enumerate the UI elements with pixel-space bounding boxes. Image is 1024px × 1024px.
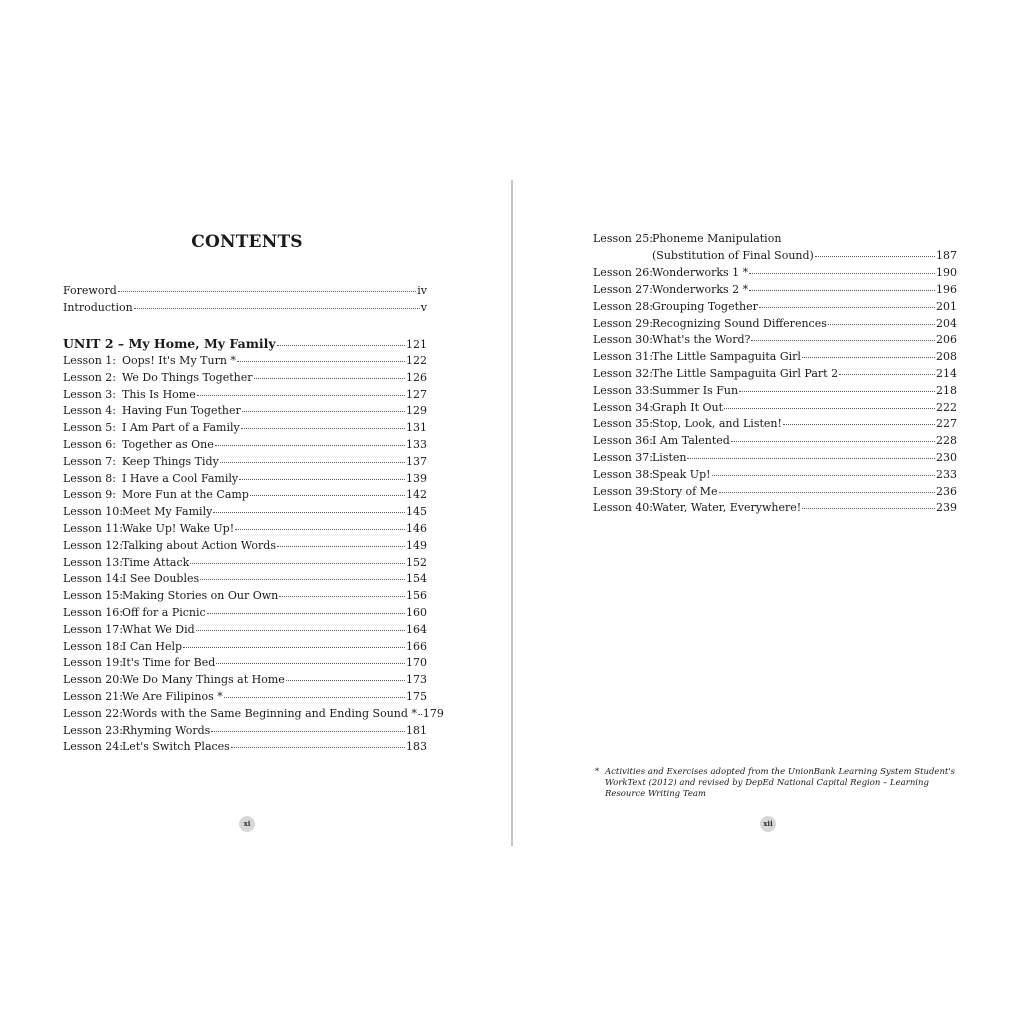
lesson-number: Lesson 32: [593,367,654,381]
dot-leader [224,697,405,698]
lesson-number: Lesson 39: [593,484,654,498]
toc-entry-lesson[interactable] [593,350,957,367]
dot-leader [200,579,405,580]
lesson-title: Story of Me [652,484,718,498]
right-page [513,0,1024,1024]
toc-entry-page: 122 [406,354,427,367]
dot-leader [134,308,420,309]
lesson-number: Lesson 13: [63,555,124,569]
lesson-number: Lesson 1: [63,354,117,367]
lesson-number: Lesson 10: [63,505,124,519]
lesson-title-continued: (Substitution of Final Sound) [652,248,814,262]
toc-entry-page: 145 [406,505,427,519]
lesson-title: The Little Sampaguita Girl [652,350,801,364]
lesson-number: Lesson 8: [63,471,117,485]
lesson-title: What's the Word? [652,333,751,347]
lesson-number: Lesson 20: [63,673,124,687]
dot-leader [279,596,405,597]
toc-entry-lesson[interactable] [593,468,957,485]
toc-entry-lesson[interactable] [593,451,957,468]
toc-entry-page: 201 [936,299,957,313]
dot-leader [815,256,935,257]
lesson-title: The Little Sampaguita Girl Part 2 [652,367,839,381]
lesson-title: Wonderworks 1 * [652,266,749,280]
lesson-number: Lesson 7: [63,454,117,468]
dot-leader [687,458,935,459]
lesson-number: Lesson 9: [63,488,117,502]
lesson-number: Lesson 30: [593,333,654,347]
toc-entry-lesson[interactable] [593,417,957,434]
toc-entry-page: 233 [936,467,957,481]
footnote-line-1: Activities and Exercises adopted from the UnionBank Learning System Student's [605,767,956,777]
lesson-title: Summer Is Fun [652,383,739,397]
toc-entry-lesson[interactable] [593,501,957,518]
dot-leader [418,714,422,715]
dot-leader [197,395,405,396]
lesson-number: Lesson 28: [593,299,654,313]
toc-entry-lesson[interactable] [63,690,427,707]
lesson-list-right [593,232,957,518]
lesson-number: Lesson 23: [63,723,124,737]
lesson-number: Lesson 11: [63,521,124,535]
toc-entry-page: 154 [406,572,427,586]
lesson-title: Speak Up! [652,467,711,481]
lesson-title: Recognizing Sound Differences [652,316,827,330]
toc-entry-page: 164 [406,622,427,636]
lesson-title: I Have a Cool Family [122,471,239,485]
footnote-line-2: WorkText (2012) and revised by DepEd National Capital Region – Learning [605,778,929,788]
toc-entry-lesson[interactable] [63,354,427,371]
dot-leader [724,408,935,409]
unit-title: UNIT 2 – My Home, My Family [63,336,276,351]
toc-entry-page: 142 [406,488,427,502]
toc-entry-lesson[interactable] [63,472,427,489]
toc-entry-lesson[interactable] [593,266,957,283]
toc-entry-page: 239 [936,501,957,515]
lesson-number: Lesson 29: [593,316,654,330]
dot-leader [277,546,405,547]
dot-leader [759,307,935,308]
toc-entry-lesson[interactable] [63,522,427,539]
footnote-mark: * [595,767,600,777]
lesson-number: Lesson 31: [593,350,654,364]
lesson-title: What We Did [122,622,195,636]
lesson-title: Making Stories on Our Own [122,589,279,603]
toc-entry-page: 187 [936,248,957,262]
footnote [595,767,963,800]
toc-entry-lesson[interactable] [593,317,957,334]
dot-leader [828,324,935,325]
lesson-title: Grouping Together [652,299,758,313]
lesson-title: Talking about Action Words [122,538,276,552]
toc-entry-lesson[interactable] [63,421,427,438]
toc-entry-page: 152 [406,555,427,569]
toc-entry-lesson[interactable] [63,455,427,472]
toc-entry-page: 131 [406,421,427,435]
toc-entry-page: iv [417,284,427,297]
toc-entry-page: 214 [936,367,957,381]
toc-entry-lesson[interactable] [63,556,427,573]
lesson-title: We Do Many Things at Home [122,673,285,687]
dot-leader [749,290,935,291]
lesson-title: More Fun at the Camp [122,488,249,502]
lesson-title: Stop, Look, and Listen! [652,417,782,431]
lesson-number: Lesson 21: [63,689,124,703]
dot-leader [190,563,405,564]
lesson-number: Lesson 6: [63,437,117,451]
dot-leader [751,340,935,341]
dot-leader [211,731,405,732]
lesson-title: Oops! It's My Turn * [122,354,236,367]
toc-entry-page: 170 [406,656,427,670]
toc-entry-page: 190 [936,266,957,280]
lesson-title: It's Time for Bed [122,656,216,670]
dot-leader [839,374,935,375]
lesson-number: Lesson 33: [593,383,654,397]
lesson-title: Words with the Same Beginning and Ending Sound * [122,706,417,720]
lesson-title: We Are Filipinos * [122,689,223,703]
toc-entry-page: 230 [936,451,957,465]
lesson-title: Rhyming Words [122,723,211,737]
toc-entry-introduction[interactable] [63,301,427,318]
toc-entry-label: Introduction [63,300,133,314]
toc-entry-lesson[interactable] [63,623,427,640]
lesson-number: Lesson 27: [593,283,654,297]
lesson-number: Lesson 40: [593,501,654,515]
toc-entry-lesson[interactable] [593,367,957,384]
toc-entry-page: 218 [936,383,957,397]
toc-entry-page: 236 [936,484,957,498]
toc-entry-lesson[interactable] [593,300,957,317]
lesson-number: Lesson 12: [63,538,124,552]
toc-entry-page: 146 [406,521,427,535]
lesson-title: Wake Up! Wake Up! [122,521,235,535]
toc-entry-page: 149 [406,538,427,552]
toc-entry-page: 175 [406,689,427,703]
toc-entry-page: 137 [406,454,427,468]
lesson-number: Lesson 14: [63,572,124,586]
lesson-number: Lesson 37: [593,451,654,465]
lesson-list-left [63,354,444,757]
toc-entry-page: 179 [422,706,444,720]
lesson-title: I Am Talented [652,434,730,448]
toc-entry-lesson[interactable] [63,606,427,623]
dot-leader [739,391,935,392]
front-matter-list [63,284,427,318]
toc-entry-label: Foreword [63,284,117,297]
dot-leader [286,680,405,681]
lesson-number: Lesson 2: [63,370,117,384]
toc-entry-lesson[interactable] [593,485,957,502]
toc-entry-page: 181 [406,723,427,737]
dot-leader [731,441,935,442]
dot-leader [118,291,417,292]
toc-entry-page: 156 [406,589,427,603]
toc-entry-page: v [420,300,427,314]
dot-leader [215,445,405,446]
page-number-badge: xii [760,816,776,832]
lesson-title: Having Fun Together [122,404,241,418]
lesson-title: Listen [652,451,687,465]
dot-leader [719,492,935,493]
unit-heading[interactable] [63,336,427,353]
toc-entry-page: 133 [406,437,427,451]
lesson-number: Lesson 22: [63,706,124,720]
dot-leader [231,747,405,748]
dot-leader [239,479,405,480]
dot-leader [254,378,406,379]
dot-leader [250,495,405,496]
dot-leader [802,508,935,509]
lesson-number: Lesson 3: [63,387,117,401]
lesson-title: Meet My Family [122,505,213,519]
toc-entry-page: 126 [406,370,427,384]
dot-leader [216,663,405,664]
toc-entry-lesson[interactable] [63,706,444,724]
toc-entry-lesson[interactable] [63,388,427,405]
lesson-number: Lesson 18: [63,639,124,653]
toc-entry-lesson[interactable] [593,384,957,401]
lesson-number: Lesson 24: [63,740,124,754]
toc-entry-lesson[interactable] [63,589,427,606]
toc-entry-page: 139 [406,471,427,485]
toc-entry-page: 204 [936,316,957,330]
dot-leader [277,345,405,346]
toc-entry-lesson[interactable] [63,371,427,388]
dot-leader [183,647,405,648]
dot-leader [241,428,405,429]
lesson-title: Phoneme Manipulation [652,232,782,245]
toc-entry-lesson[interactable] [593,401,957,418]
unit-page: 121 [406,338,427,351]
lesson-title: Together as One [122,437,214,451]
toc-entry-page: 166 [406,639,427,653]
toc-entry-page: 208 [936,350,957,364]
lesson-number: Lesson 25: [593,232,654,245]
toc-entry-page: 222 [936,400,957,414]
lesson-title: I Am Part of a Family [122,421,240,435]
toc-entry-lesson[interactable] [63,724,427,741]
dot-leader [213,512,405,513]
toc-entry-lesson[interactable] [63,740,427,757]
lesson-title: We Do Things Together [122,370,253,384]
footnote-line-3: Resource Writing Team [605,789,706,799]
lesson-number: Lesson 36: [593,434,654,448]
lesson-number: Lesson 5: [63,421,117,435]
toc-entry-lesson[interactable] [593,283,957,300]
toc-entry-page: 206 [936,333,957,347]
toc-entry-lesson[interactable] [63,656,427,673]
dot-leader [712,475,935,476]
lesson-number: Lesson 19: [63,656,124,670]
dot-leader [207,613,405,614]
toc-entry-page: 160 [406,605,427,619]
lesson-title: This Is Home [122,387,196,401]
toc-entry-lesson[interactable] [593,434,957,451]
dot-leader [783,424,935,425]
toc-entry-lesson[interactable] [63,488,427,505]
toc-entry-lesson[interactable] [63,640,427,657]
lesson-title: Water, Water, Everywhere! [652,501,802,515]
lesson-title: Graph It Out [652,400,724,414]
lesson-title: Wonderworks 2 * [652,283,749,297]
toc-entry-page: 196 [936,283,957,297]
lesson-number: Lesson 26: [593,266,654,280]
dot-leader [196,630,405,631]
toc-entry-page: 183 [406,740,427,754]
toc-entry-page: 127 [406,387,427,401]
toc-entry-lesson[interactable] [63,539,427,556]
toc-entry-page: 228 [936,434,957,448]
dot-leader [749,273,935,274]
toc-entry-page: 227 [936,417,957,431]
toc-entry-page: 173 [406,673,427,687]
lesson-title: Let's Switch Places [122,740,230,754]
lesson-title: Off for a Picnic [122,605,206,619]
toc-entry-foreword[interactable] [63,284,427,301]
toc-entry-lesson[interactable] [63,572,427,589]
toc-entry-lesson[interactable] [63,438,427,455]
lesson-number: Lesson 17: [63,622,124,636]
lesson-number: Lesson 16: [63,605,124,619]
dot-leader [802,357,935,358]
toc-entry-lesson-25[interactable] [593,232,957,266]
dot-leader [237,361,405,362]
page-number-badge: xi [239,816,255,832]
lesson-number: Lesson 38: [593,467,654,481]
dot-leader [220,462,405,463]
lesson-title: I See Doubles [122,572,200,586]
toc-entry-lesson[interactable] [63,673,427,690]
toc-entry-lesson[interactable] [593,333,957,350]
lesson-number: Lesson 4: [63,404,117,418]
contents-title: CONTENTS [191,232,303,252]
lesson-title: I Can Help [122,639,183,653]
toc-entry-page: 129 [406,404,427,418]
toc-entry-lesson[interactable] [63,505,427,522]
dot-leader [242,411,405,412]
lesson-title: Keep Things Tidy [122,454,219,468]
lesson-number: Lesson 15: [63,589,124,603]
lesson-number: Lesson 34: [593,400,654,414]
dot-leader [235,529,405,530]
lesson-title: Time Attack [122,555,190,569]
lesson-number: Lesson 35: [593,417,654,431]
toc-entry-lesson[interactable] [63,404,427,421]
